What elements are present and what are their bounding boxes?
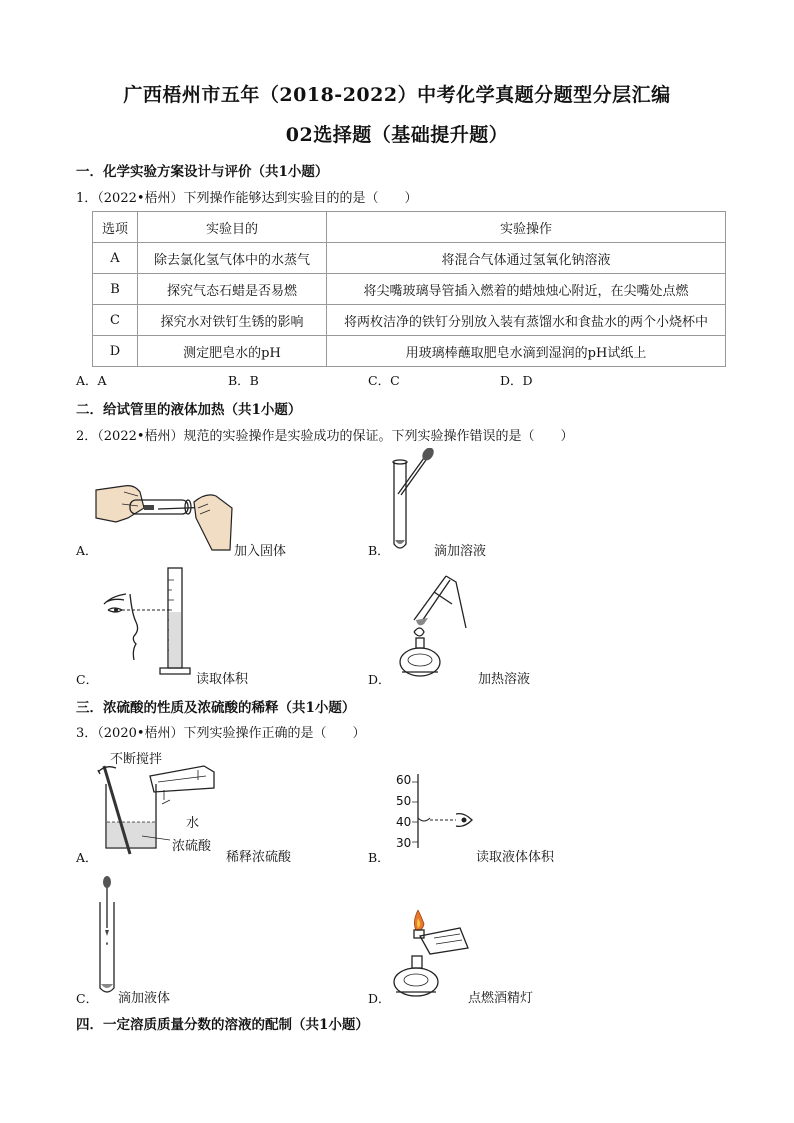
q3-option-b-caption: 读取液体体积 xyxy=(476,850,555,865)
table-row xyxy=(93,336,726,367)
q2-option-a-letter[interactable]: A． xyxy=(76,543,98,558)
tick-label: 50 xyxy=(396,794,412,808)
table-cell: 用玻璃棒蘸取肥皂水滴到湿润的pH试纸上 xyxy=(327,336,726,367)
q2-option-d-caption: 加热溶液 xyxy=(478,672,531,687)
table-cell: 测定肥皂水的pH xyxy=(138,336,327,367)
table-cell: 除去氯化氢气体中的水蒸气 xyxy=(138,243,327,274)
table-cell: 探究气态石蜡是否易燃 xyxy=(138,274,327,305)
q1-option-b[interactable]: B．B xyxy=(228,373,259,388)
question-3-stem: 3．（2020•梧州）下列实验操作正确的是（ ） xyxy=(76,726,366,741)
q3-option-d-letter[interactable]: D． xyxy=(368,991,391,1006)
table-cell: C xyxy=(93,305,138,336)
tick-label: 60 xyxy=(396,773,412,787)
table-header-row xyxy=(93,212,726,243)
dropper-into-tube-illustration xyxy=(386,448,436,552)
diluting-acid-illustration xyxy=(94,760,234,860)
question-2-stem: 2．（2022•梧州）规范的实验操作是实验成功的保证。下列实验操作错误的是（ ） xyxy=(76,429,574,444)
table-header-cell: 选项 xyxy=(93,212,138,243)
table-cell: B xyxy=(93,274,138,305)
q3-option-d-caption: 点燃酒精灯 xyxy=(468,991,534,1006)
table-cell: 将混合气体通过氢氧化钠溶液 xyxy=(327,243,726,274)
document-title: 广西梧州市五年（2018-2022）中考化学真题分题型分层汇编 xyxy=(123,84,671,106)
table-cell: 探究水对铁钉生锈的影响 xyxy=(138,305,327,336)
q3-option-b-letter[interactable]: B． xyxy=(368,850,390,865)
q2-option-b-caption: 滴加溶液 xyxy=(434,544,487,559)
table-header-cell: 实验操作 xyxy=(327,212,726,243)
table-cell: 将尖嘴玻璃导管插入燃着的蜡烛烛心附近，在尖嘴处点燃 xyxy=(327,274,726,305)
document-subtitle: 02选择题（基础提升题） xyxy=(285,124,509,146)
q3-option-c-caption: 滴加液体 xyxy=(118,991,171,1006)
table-cell: A xyxy=(93,243,138,274)
section-heading-2: 二．给试管里的液体加热（共1小题） xyxy=(76,402,302,418)
lighting-lamp-illustration xyxy=(390,908,480,1000)
table-cell: D xyxy=(93,336,138,367)
section-heading-4: 四．一定溶质质量分数的溶液的配制（共1小题） xyxy=(76,1017,369,1033)
label-stir: 不断搅拌 xyxy=(110,752,163,767)
q2-option-b-letter[interactable]: B． xyxy=(368,543,390,558)
section-heading-3: 三．浓硫酸的性质及浓硫酸的稀释（共1小题） xyxy=(76,700,356,716)
adding-solid-illustration xyxy=(94,478,239,552)
table-row xyxy=(93,274,726,305)
section-heading-1: 一．化学实验方案设计与评价（共1小题） xyxy=(76,164,329,180)
q3-option-c-letter[interactable]: C． xyxy=(76,991,99,1006)
table-cell: 将两枚洁净的铁钉分别放入装有蒸馏水和食盐水的两个小烧杯中 xyxy=(327,305,726,336)
tick-label: 30 xyxy=(396,836,412,850)
table-header-cell: 实验目的 xyxy=(138,212,327,243)
q3-option-a-letter[interactable]: A． xyxy=(76,850,98,865)
q2-option-a-caption: 加入固体 xyxy=(234,544,287,559)
tick-label: 40 xyxy=(396,815,412,829)
question-1-stem: 1．（2022•梧州）下列操作能够达到实验目的的是（ ） xyxy=(76,191,418,206)
reading-cylinder-illustration xyxy=(96,564,196,684)
table-row xyxy=(93,243,726,274)
table-row xyxy=(93,305,726,336)
label-water: 水 xyxy=(186,816,200,831)
experiment-table xyxy=(92,211,726,367)
q2-option-c-caption: 读取体积 xyxy=(196,672,249,687)
q1-option-c[interactable]: C．C xyxy=(368,373,400,388)
q1-option-a[interactable]: A．A xyxy=(76,373,107,388)
q3-option-a-caption: 稀释浓硫酸 xyxy=(226,850,292,865)
label-conc-acid: 浓硫酸 xyxy=(172,839,212,854)
dropper-inside-tube-illustration xyxy=(94,872,124,1002)
q2-option-d-letter[interactable]: D． xyxy=(368,672,391,687)
q2-option-c-letter[interactable]: C． xyxy=(76,672,99,687)
heating-tube-illustration xyxy=(394,568,474,688)
q1-option-d[interactable]: D．D xyxy=(500,373,533,388)
